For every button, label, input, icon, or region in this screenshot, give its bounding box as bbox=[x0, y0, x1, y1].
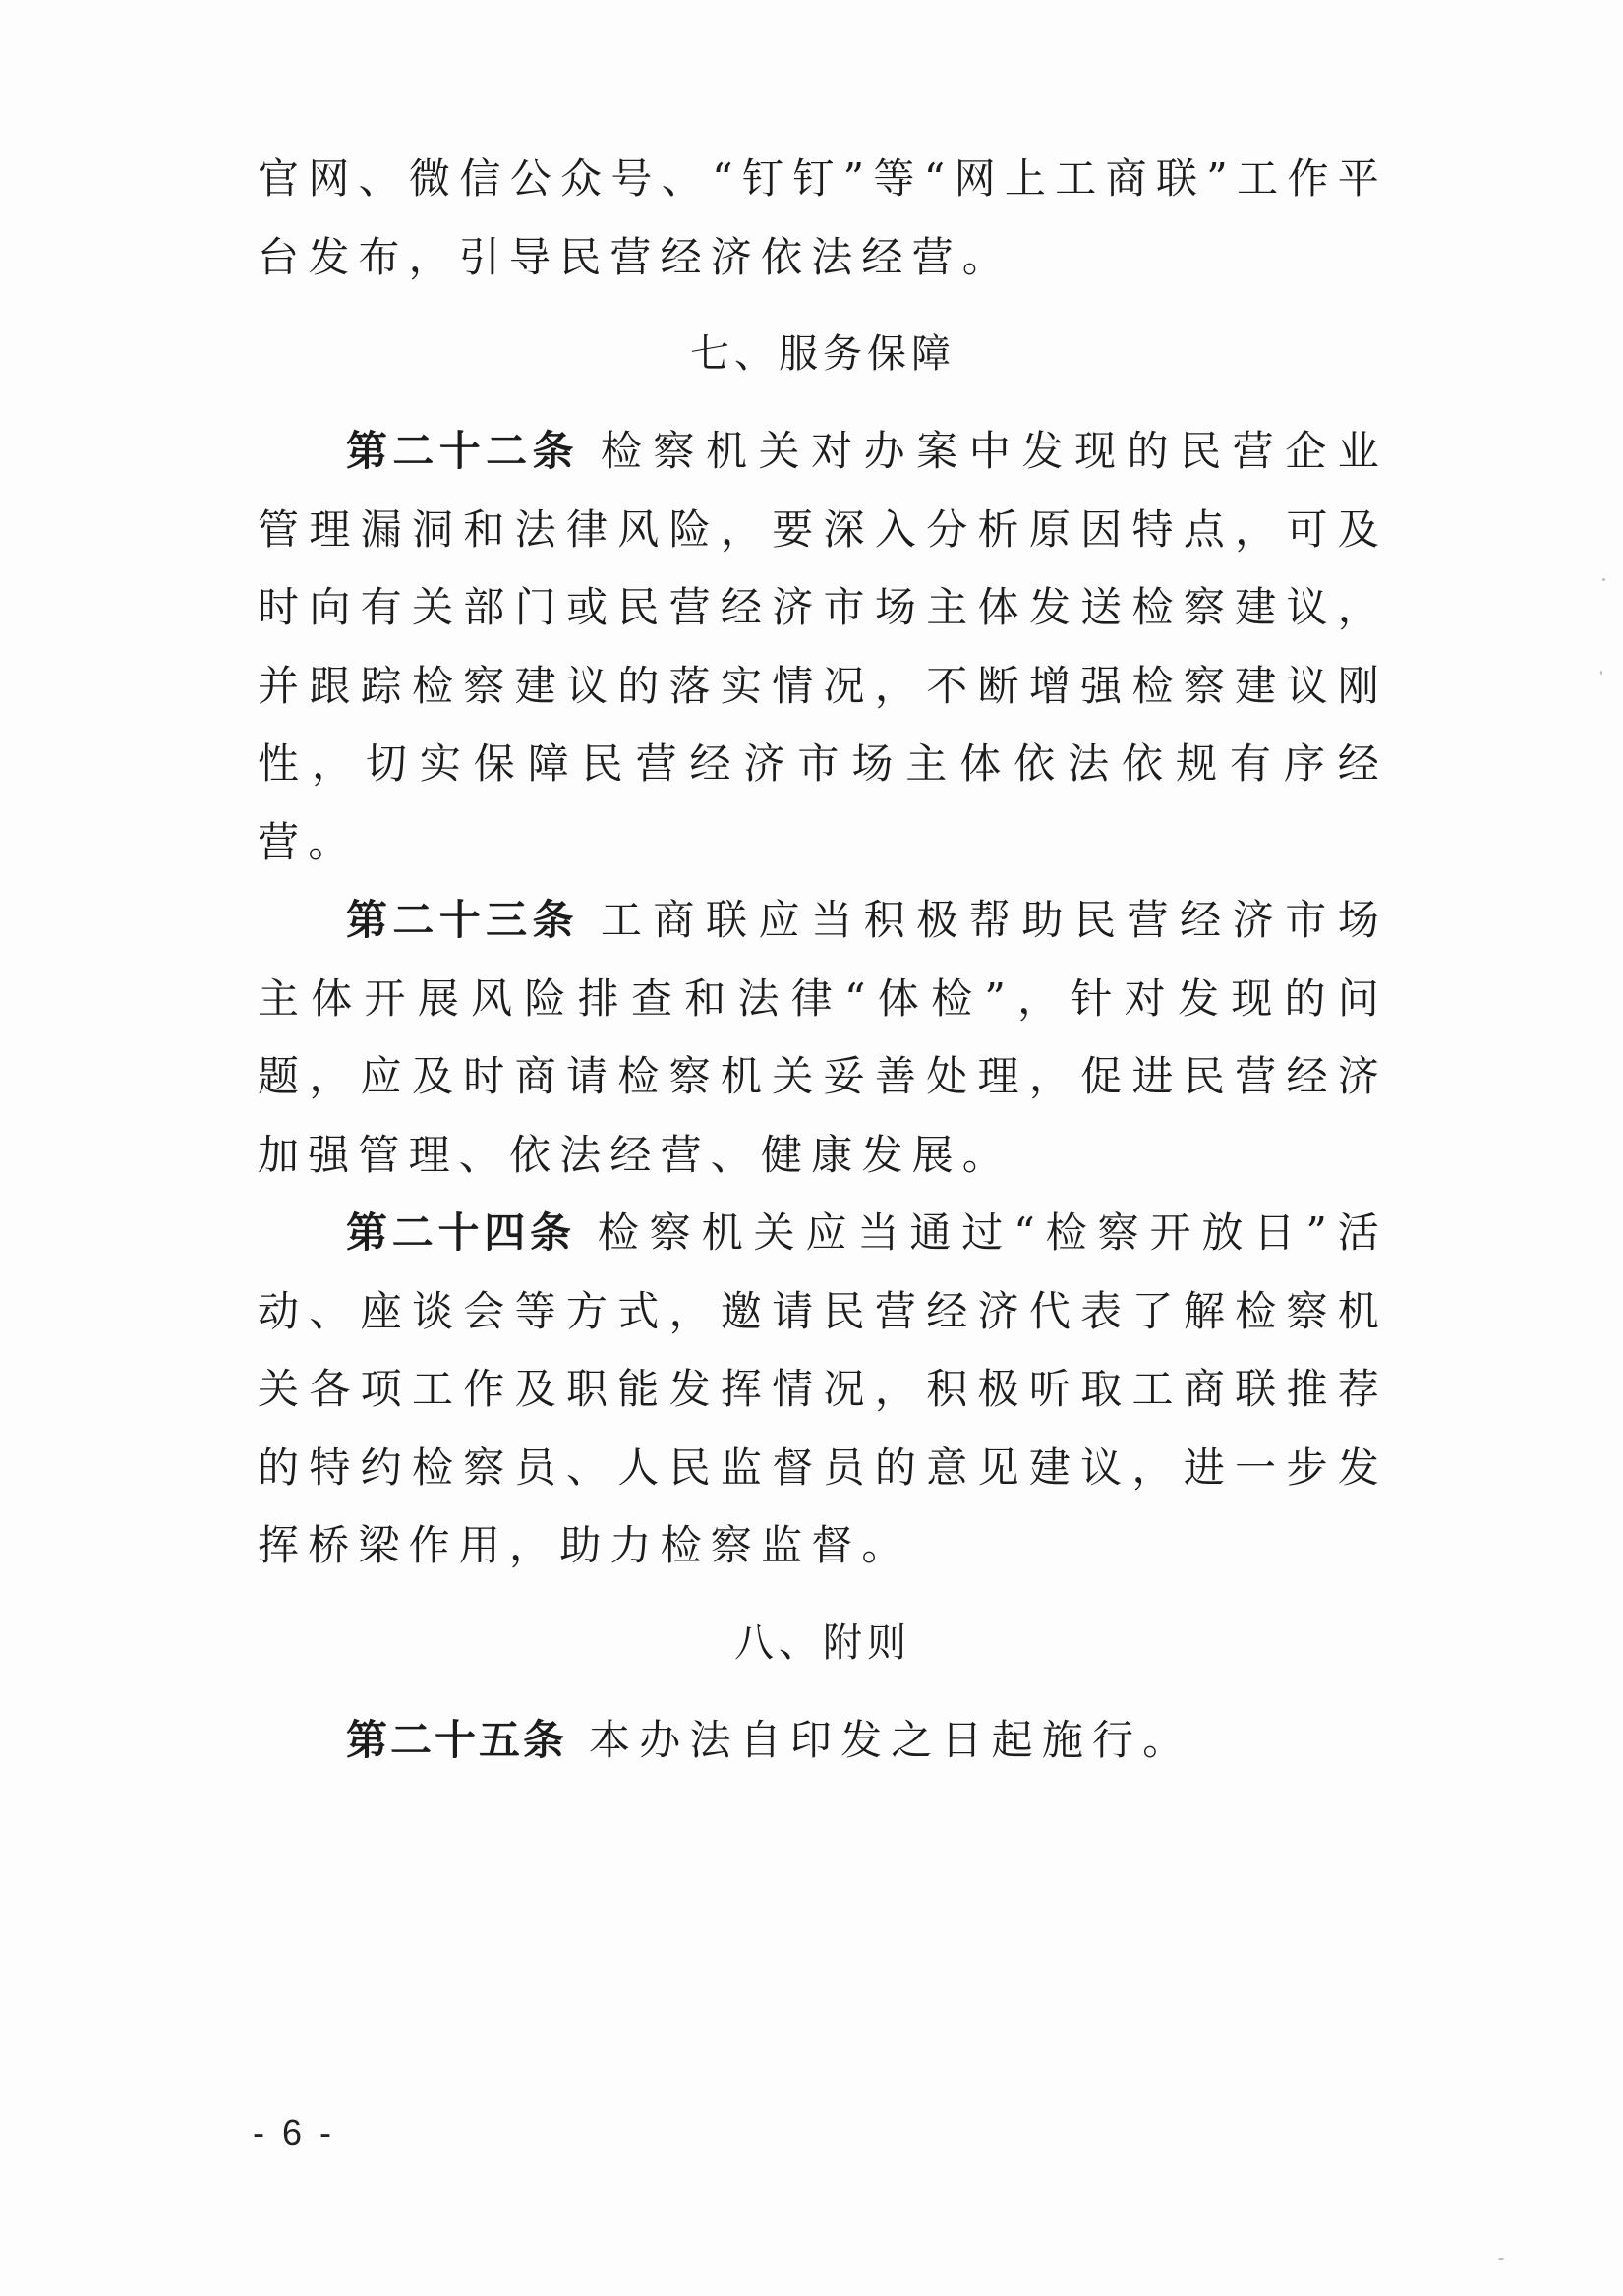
article-text: 检察机关对办案中发现的民营企业管理漏洞和法律风险，要深入分析原因特点，可及时向有关部门或民营经济市场主体发送检察建议，并跟踪检察建议的落实情况，不断增强检察建议刚性，切实保障民营经济市场主体依法依规有序经营。 bbox=[258, 427, 1388, 866]
article-25 bbox=[258, 1701, 1388, 1780]
article-number: 第二十三条 bbox=[346, 896, 579, 944]
scan-speck bbox=[1498, 2258, 1504, 2260]
article-text: 检察机关应当通过“检察开放日”活动、座谈会等方式，邀请民营经济代表了解检察机关各项工作及职能发挥情况，积极听取工商联推荐的特约检察员、人民监督员的意见建议，进一步发挥桥梁作用，助力检察监督。 bbox=[258, 1208, 1388, 1569]
article-text: 工商联应当积极帮助民营经济市场主体开展风险排查和法律“体检”，针对发现的问题，应及时商请检察机关妥善处理，促进民营经济加强管理、依法经营、健康发展。 bbox=[258, 896, 1388, 1179]
article-number: 第二十四条 bbox=[346, 1208, 576, 1257]
scan-speck bbox=[1600, 671, 1602, 675]
article-23 bbox=[258, 881, 1388, 1194]
section-heading-service-guarantee: 七、服务保障 bbox=[690, 331, 956, 377]
scan-speck bbox=[1602, 578, 1605, 581]
paragraph-continuation: 官网、微信公众号、“钉钉”等“网上工商联”工作平台发布，引导民营经济依法经营。 bbox=[258, 154, 1388, 281]
article-number: 第二十二条 bbox=[346, 427, 579, 475]
article-24 bbox=[258, 1194, 1388, 1585]
section-heading-supplementary: 八、附则 bbox=[734, 1619, 911, 1666]
article-number: 第二十五条 bbox=[346, 1715, 568, 1764]
page-number: - 6 - bbox=[253, 2112, 336, 2152]
document-body bbox=[258, 140, 1388, 1779]
article-text: 本办法自印发之日起施行。 bbox=[589, 1715, 1193, 1764]
article-22 bbox=[258, 412, 1388, 881]
